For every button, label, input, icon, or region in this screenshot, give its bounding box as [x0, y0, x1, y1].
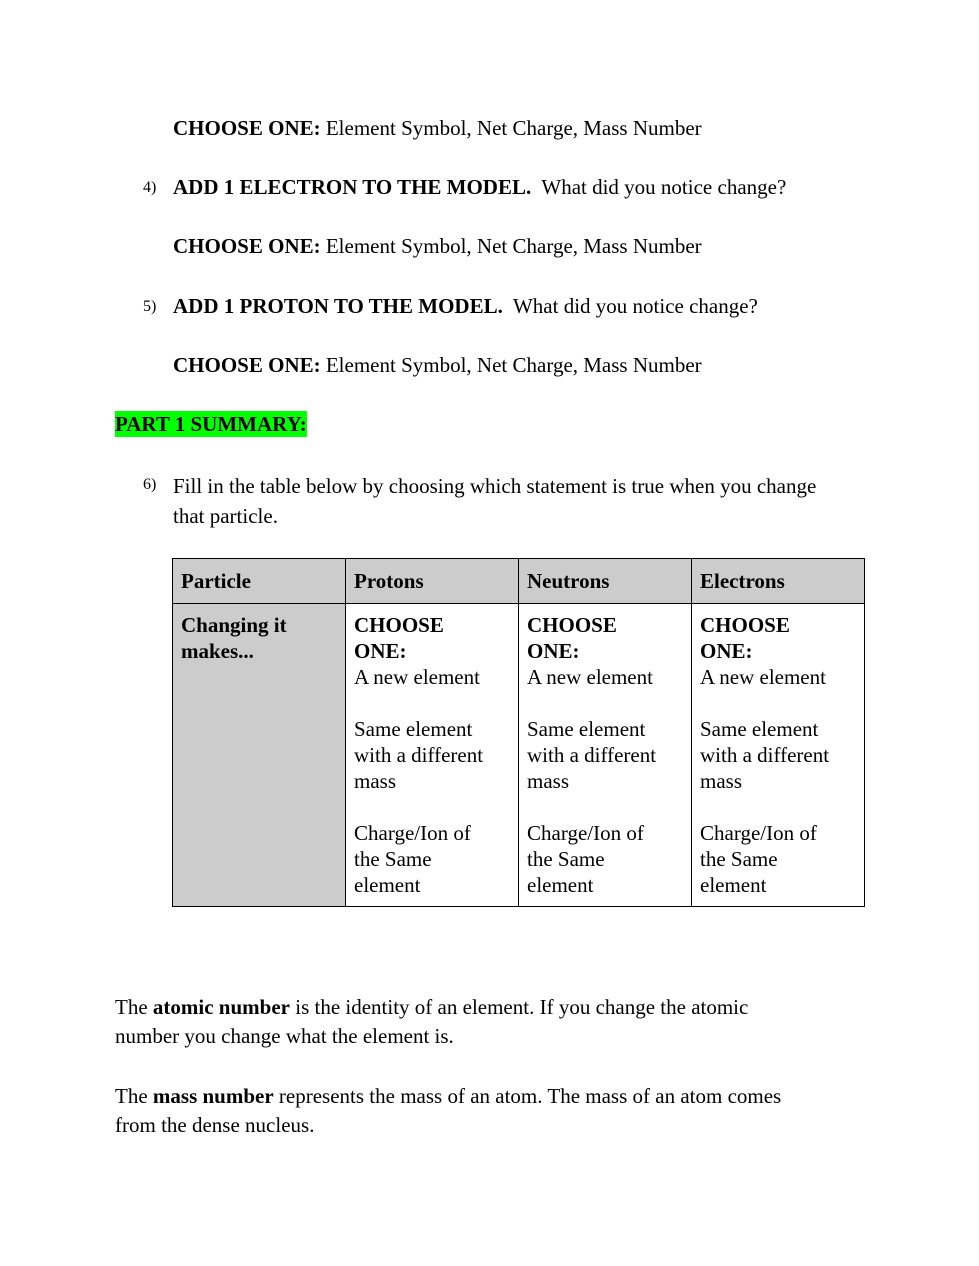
part-1-summary-heading — [115, 412, 307, 437]
para1-line-2: number you change what the element is. — [115, 1024, 454, 1048]
option-charge-ion-2: the Same — [354, 847, 432, 871]
choose-label-2: ONE: — [354, 639, 407, 663]
choose-one-label: CHOOSE ONE: — [173, 116, 321, 140]
choose-label-2: ONE: — [527, 639, 580, 663]
header-neutrons: Neutrons — [519, 559, 692, 604]
option-same-element-3: mass — [527, 769, 569, 793]
para1-line-1 — [115, 993, 855, 1022]
mass-number-term: mass number — [152, 1084, 274, 1108]
option-same-element-1: Same element — [354, 717, 473, 741]
item-4-number: 4) — [143, 179, 157, 196]
item-5-rest: What did you notice change? — [512, 294, 758, 318]
choose-one-options: Element Symbol, Net Charge, Mass Number — [325, 353, 702, 377]
option-same-element-2: with a different — [700, 743, 830, 767]
particle-table — [172, 558, 865, 907]
summary-highlight: PART 1 SUMMARY: — [115, 412, 307, 436]
para2-post: represents the mass of an atom. The mass of an atom comes — [273, 1084, 782, 1108]
item-6-line-2: that particle. — [173, 504, 278, 528]
mass-number-paragraph — [115, 1082, 855, 1140]
choose-one-options: Element Symbol, Net Charge, Mass Number — [325, 116, 702, 140]
choose-label-1: CHOOSE — [700, 613, 790, 637]
item-6-number: 6) — [143, 476, 157, 493]
item-6-text — [173, 471, 816, 531]
option-new-element: A new element — [527, 665, 653, 689]
header-protons: Protons — [346, 559, 519, 604]
option-charge-ion-1: Charge/Ion of — [527, 821, 644, 845]
protons-choice-cell[interactable] — [346, 604, 519, 907]
option-new-element: A new element — [354, 665, 480, 689]
header-particle: Particle — [173, 559, 346, 604]
electrons-choice-cell[interactable] — [692, 604, 865, 907]
row-label-cell — [173, 604, 346, 907]
option-same-element-1: Same element — [700, 717, 819, 741]
table-header-row — [173, 559, 865, 604]
row-label-line-2: makes... — [181, 639, 254, 663]
row-label-line-1: Changing it — [181, 613, 287, 637]
option-charge-ion-1: Charge/Ion of — [700, 821, 817, 845]
option-charge-ion-3: element — [700, 873, 767, 897]
option-charge-ion-3: element — [527, 873, 594, 897]
choose-one-options: Element Symbol, Net Charge, Mass Number — [325, 234, 702, 258]
option-charge-ion-1: Charge/Ion of — [354, 821, 471, 845]
para1-post: is the identity of an element. If you change the atomic — [289, 995, 749, 1019]
option-same-element-3: mass — [700, 769, 742, 793]
atomic-number-paragraph — [115, 993, 855, 1051]
neutrons-choice-cell[interactable] — [519, 604, 692, 907]
choose-label-1: CHOOSE — [354, 613, 444, 637]
option-charge-ion-2: the Same — [700, 847, 778, 871]
choose-one-line-3 — [173, 353, 702, 378]
option-charge-ion-3: element — [354, 873, 421, 897]
choose-label-1: CHOOSE — [527, 613, 617, 637]
choose-one-line-2 — [173, 234, 702, 259]
atomic-number-term: atomic number — [152, 995, 290, 1019]
para2-line-2: from the dense nucleus. — [115, 1113, 315, 1137]
para2-pre: The — [115, 1084, 153, 1108]
choose-one-line-1 — [173, 116, 702, 141]
option-new-element: A new element — [700, 665, 826, 689]
item-4-bold: ADD 1 ELECTRON TO THE MODEL. — [173, 175, 532, 199]
item-5-bold: ADD 1 PROTON TO THE MODEL. — [173, 294, 503, 318]
para2-line-1 — [115, 1082, 855, 1111]
option-same-element-1: Same element — [527, 717, 646, 741]
option-charge-ion-2: the Same — [527, 847, 605, 871]
table-row — [173, 604, 865, 907]
option-same-element-3: mass — [354, 769, 396, 793]
option-same-element-2: with a different — [354, 743, 484, 767]
option-same-element-2: with a different — [527, 743, 657, 767]
choose-label-2: ONE: — [700, 639, 753, 663]
item-6-line-1: Fill in the table below by choosing which statement is true when you change — [173, 474, 817, 498]
item-4-text — [173, 175, 786, 200]
item-5-number: 5) — [143, 298, 157, 315]
header-electrons: Electrons — [692, 559, 865, 604]
choose-one-label: CHOOSE ONE: — [173, 234, 321, 258]
choose-one-label: CHOOSE ONE: — [173, 353, 321, 377]
item-4-rest: What did you notice change? — [541, 175, 787, 199]
item-5-text — [173, 294, 758, 319]
para1-pre: The — [115, 995, 153, 1019]
